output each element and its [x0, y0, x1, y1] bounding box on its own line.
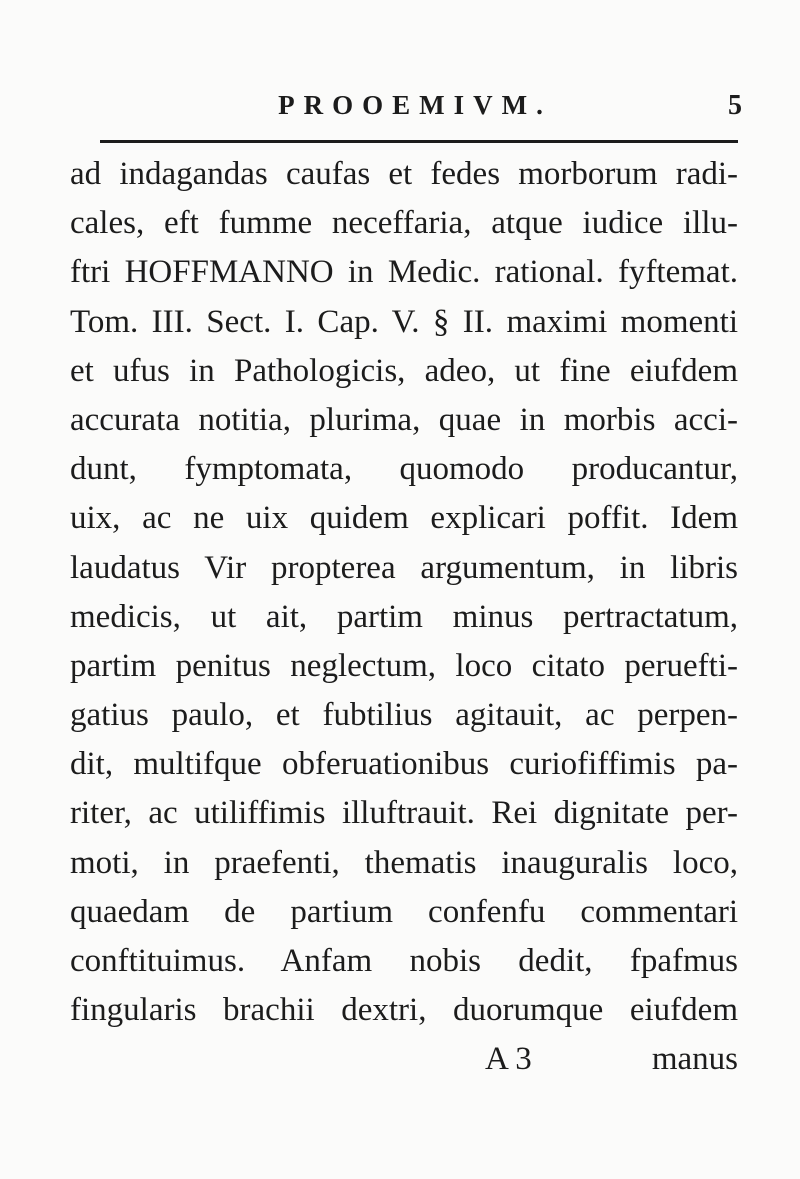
text-line: et ufus in Pathologicis, adeo, ut fine eiufdem [70, 352, 738, 389]
text-line: fingularis brachii dextri, duorumque eiufdem [70, 992, 738, 1029]
text-line: medicis, ut ait, partim minus pertractatum, [70, 598, 738, 635]
text-line: Tom. III. Sect. I. Cap. V. § II. maximi momenti [70, 303, 738, 340]
text-line: quaedam de partium confenfu commentari [70, 893, 738, 930]
text-line: conftituimus. Anfam nobis dedit, fpafmus [70, 943, 738, 979]
text-line: gatius paulo, et fubtilius agitauit, ac perpen- [70, 697, 738, 734]
text-line: dunt, fymptomata, quomodo producantur, [70, 451, 738, 488]
footer-row [70, 1034, 738, 1084]
text-line: dit, multifque obferuationibus curiofiffimis pa- [70, 746, 738, 783]
text-line: riter, ac utiliffimis illuftrauit. Rei dignitate per- [70, 795, 738, 832]
text-line: moti, in praefenti, thematis inauguralis loco, [70, 844, 738, 881]
text-line: ftri HOFFMANNO in Medic. rational. fyftemat. [70, 254, 738, 291]
signature-mark: A 3 [485, 1041, 532, 1077]
text-line: accurata notitia, plurima, quae in morbis acci- [70, 401, 738, 438]
text-line: partim penitus neglectum, loco citato peruefti- [70, 647, 738, 684]
header-rule [100, 140, 738, 143]
running-head [0, 90, 800, 130]
text-line: cales, eft fumme neceffaria, atque iudice illu- [70, 205, 738, 242]
running-title: PROOEMIVM. [278, 90, 552, 120]
body-text [70, 150, 738, 1035]
text-line: uix, ac ne uix quidem explicari poffit. Idem [70, 500, 738, 537]
text-line: ad indagandas caufas et fedes morborum radi- [70, 156, 738, 192]
text-line: laudatus Vir propterea argumentum, in libris [70, 549, 738, 586]
page-number: 5 [728, 90, 742, 121]
catchword: manus [651, 1041, 738, 1077]
